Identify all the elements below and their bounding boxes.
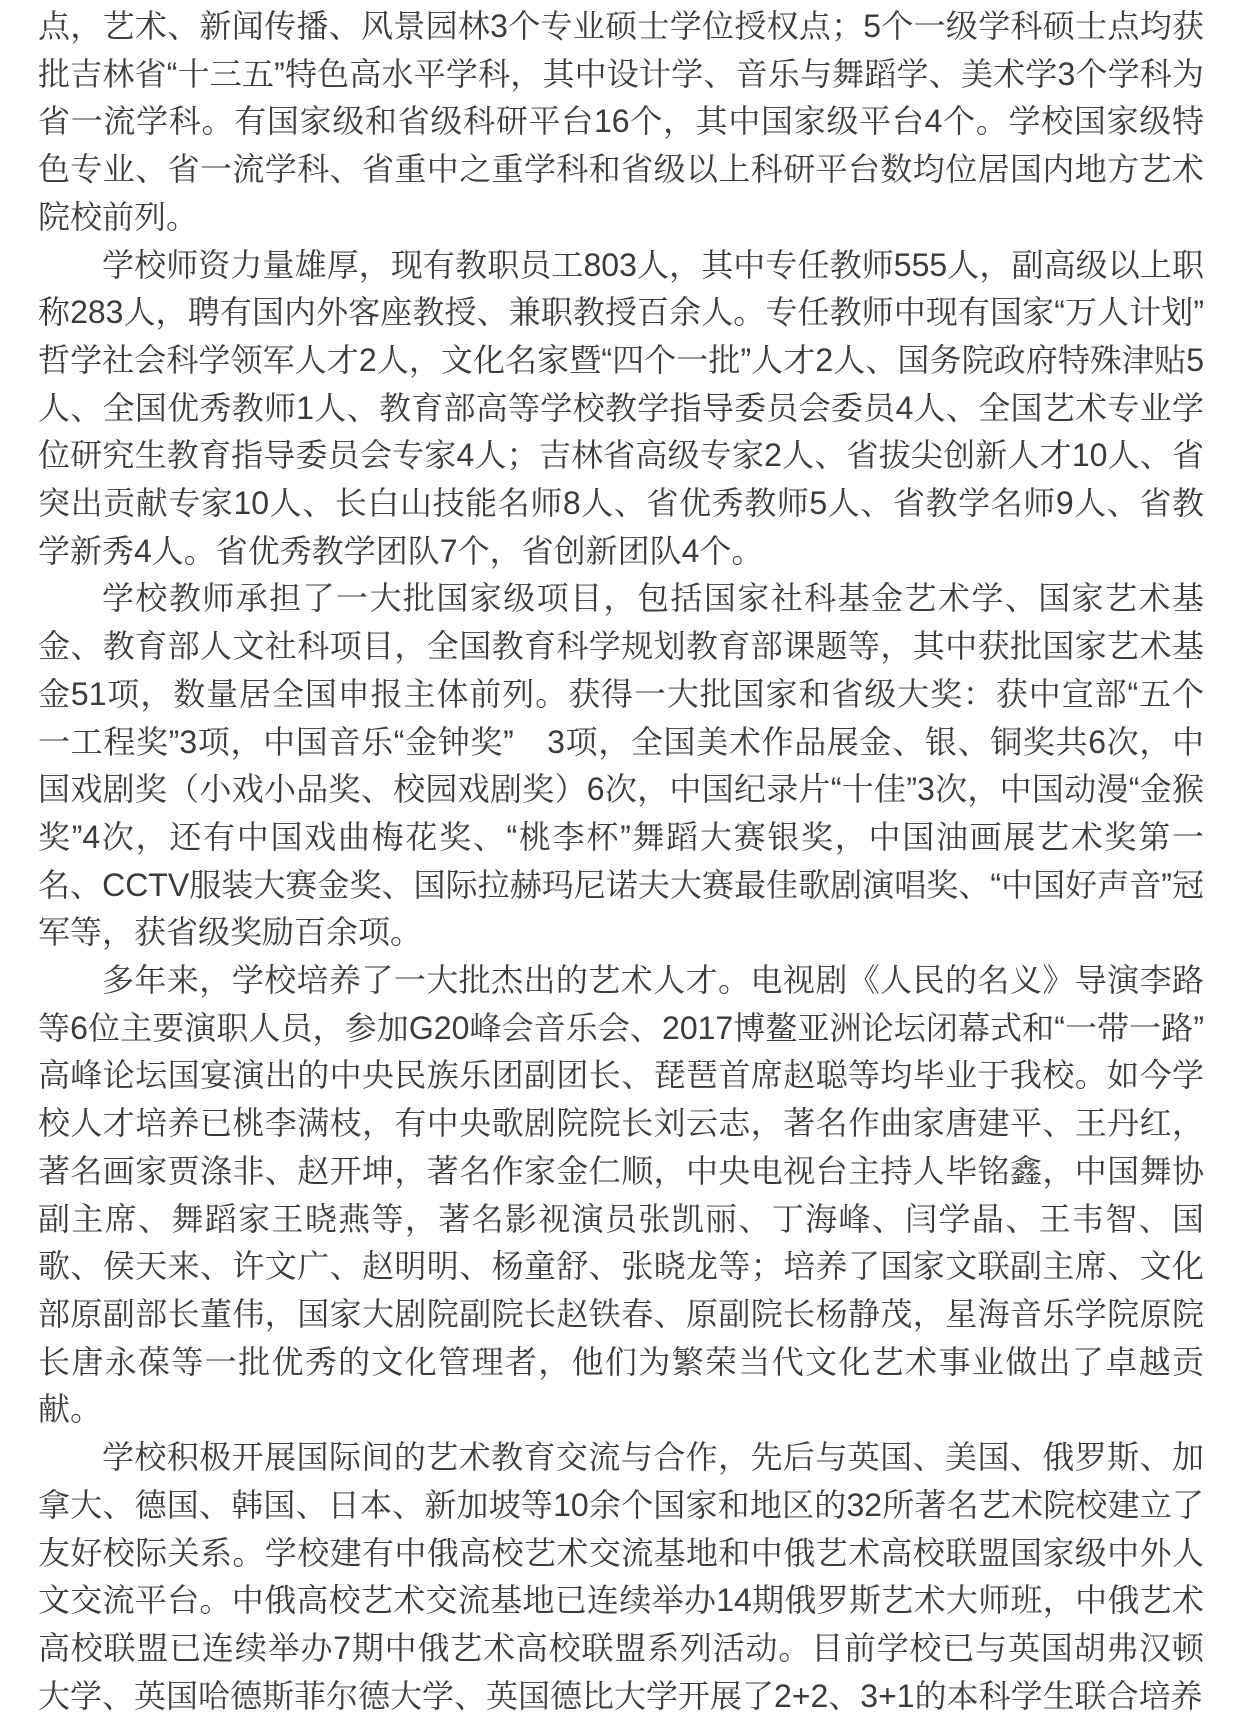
paragraph-alumni: 多年来，学校培养了一大批杰出的艺术人才。电视剧《人民的名义》导演李路等6位主要演职人员，参加G20峰会音乐会、2017博鳌亚洲论坛闭幕式和“一带一路”高峰论坛国宴演出的中央民族乐团副团长、琵琶首席赵聪等均毕业于我校。如今学校人才培养已桃李满枝，有中央歌剧院院长刘云志，著名作曲家唐建平、王丹红，著名画家贾涤非、赵开坤，著名作家金仁顺，中央电视台主持人毕铭鑫，中国舞协副主席、舞蹈家王晓燕等，著名影视演员张凯丽、丁海峰、闫学晶、王韦智、国歌、侯天来、许文广、赵明明、杨童舒、张晓龙等；培养了国家文联副主席、文化部原副部长董伟，国家大剧院副院长赵铁春、原副院长杨静茂，星海音乐学院原院长唐永葆等一批优秀的文化管理者，他们为繁荣当代文化艺术事业做出了卓越贡献。	[38, 962, 1204, 1428]
paragraph-international-exchange: 学校积极开展国际间的艺术教育交流与合作，先后与英国、美国、俄罗斯、加拿大、德国、韩国、日本、新加坡等10余个国家和地区的32所著名艺术院校建立了友好校际关系。学校建有中俄高校艺术交流基地和中俄艺术高校联盟国家级中外人文交流平台。中俄高校艺术交流基地已连续举办14期俄罗斯艺术大师班，中俄艺术高校联盟已连续举办7期中俄艺术高校联盟系列活动。目前学校已与英国胡弗汉顿大学、英国哈德斯菲尔德大学、英国德比大学开展了2+2、3+1的本科学生联合培养	[38, 1439, 1204, 1714]
paragraph-faculty: 学校师资力量雄厚，现有教职员工803人，其中专任教师555人，副高级以上职称283人，聘有国内外客座教授、兼职教授百余人。专任教师中现有国家“万人计划”哲学社会科学领军人才2人，文化名家暨“四个一批”人才2人、国务院政府特殊津贴5人、全国优秀教师1人、教育部高等学校教学指导委员会委员4人、全国艺术专业学位研究生教育指导委员会专家4人；吉林省高级专家2人、省拔尖创新人才10人、省突出贡献专家10人、长白山技能名师8人、省优秀教师5人、省教学名师9人、省教学新秀4人。省优秀教学团队7个，省创新团队4个。	[38, 246, 1204, 569]
paragraph-projects-awards: 学校教师承担了一大批国家级项目，包括国家社科基金艺术学、国家艺术基金、教育部人文社科项目，全国教育科学规划教育部课题等，其中获批国家艺术基金51项，数量居全国申报主体前列。获得一大批国家和省级大奖：获中宣部“五个一工程奖”3项，中国音乐“金钟奖” 3项，全国美术作品展金、银、铜奖共6次，中国戏剧奖（小戏小品奖、校园戏剧奖）6次，中国纪录片“十佳”3次，中国动漫“金猴奖”4次，还有中国戏曲梅花奖、“桃李杯”舞蹈大赛银奖，中国油画展艺术奖第一名、CCTV服装大赛金奖、国际拉赫玛尼诺夫大赛最佳歌剧演唱奖、“中国好声音”冠军等，获省级奖励百余项。	[38, 580, 1204, 951]
paragraph-continuation: 点，艺术、新闻传播、风景园林3个专业硕士学位授权点；5个一级学科硕士点均获批吉林省“十三五”特色高水平学科，其中设计学、音乐与舞蹈学、美术学3个学科为省一流学科。有国家级和省级科研平台16个，其中国家级平台4个。学校国家级特色专业、省一流学科、省重中之重学科和省级以上科研平台数均位居国内地方艺术院校前列。	[38, 8, 1204, 235]
